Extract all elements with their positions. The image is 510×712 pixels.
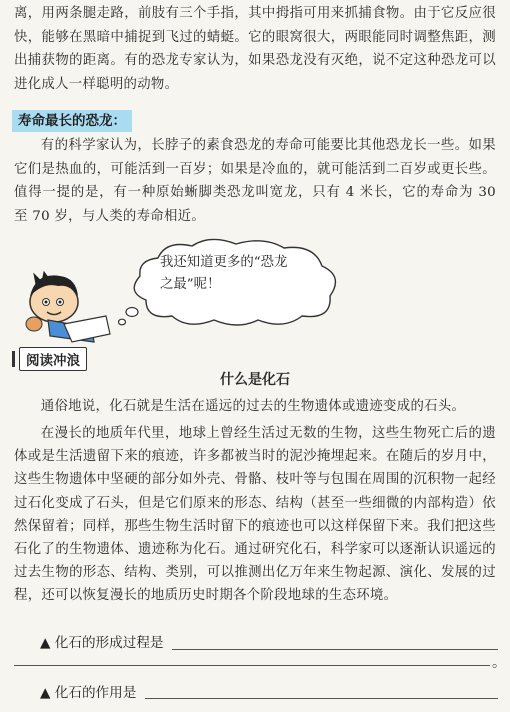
article-paragraph-2: 在漫长的地质年代里，地球上曾经生活过无数的生物，这些生物死亡后的遗体或是生活遗留下来的痕迹，许多都被当时的泥沙掩埋起来。在随后的岁月中，这些生物遗体中坚硬的部分如外壳、骨骼、枝叶等与包围在周围的沉积物一起经过石化变成了石头，但是它们原来的形态、结构（甚至一些细微的内部构造）依然保留着；同样，那些生物生活时留下的痕迹也可以这样保留下来。我们把这些石化了的生物遗体、遗迹称为化石。通过研究化石，科学家可以逐渐认识遥远的过去生物的形态、结构、类别，可以推测出亿万年来生物起源、演化、发展的过程，还可以恢复漫长的地质历史时期各个阶段地球的生态环境。 <box>14 426 496 604</box>
reading-section-label: 阅读冲浪 <box>19 347 87 371</box>
question-2-answer-line[interactable] <box>145 698 498 699</box>
section-title-longest-lived: 寿命最长的恐龙： <box>12 110 132 132</box>
article-paragraph-1: 通俗地说，化石就是生活在遥远的过去的生物遗体或遗迹变成的石头。 <box>40 399 466 414</box>
question-1-answer-line-1[interactable] <box>172 649 498 650</box>
lifespan-paragraph: 有的科学家认为，长脖子的素食恐龙的寿命可能要比其他恐龙长一些。如果它们是热血的，可能活到一百岁；如果是冷血的，就可能活到二百岁或更长些。值得一提的是，有一种原始蜥脚类恐龙叫宽龙，只有 4 米长，它的寿命为 30 至 70 岁，与人类的寿命相近。 <box>14 138 496 224</box>
article-title: 什么是化石 <box>220 372 290 388</box>
cartoon-kid-illustration <box>14 262 114 348</box>
question-1-answer-line-2[interactable] <box>14 665 490 666</box>
speech-bubble-text: 我还知道更多的“恐龙之最”呢！ <box>160 255 288 292</box>
reading-section-banner <box>12 347 108 371</box>
top-paragraph: 离，用两条腿走路，前肢有三个手指，其中拇指可用来抓捕食物。由于它反应很快，能够在黑暗中捕捉到飞过的蜻蜓。它的眼窝很大，两眼能同时调整焦距，测出捕获物的距离。有的恐龙专家认为，如果恐龙没有灭绝，说不定这种恐龙可以进化成人一样聪明的动物。 <box>14 6 496 92</box>
banner-mark <box>12 351 15 367</box>
question-1-period: 。 <box>492 655 506 671</box>
question-1-prompt: ▲ 化石的形成过程是 <box>40 635 164 651</box>
question-2-prompt: ▲ 化石的作用是 <box>40 685 137 701</box>
